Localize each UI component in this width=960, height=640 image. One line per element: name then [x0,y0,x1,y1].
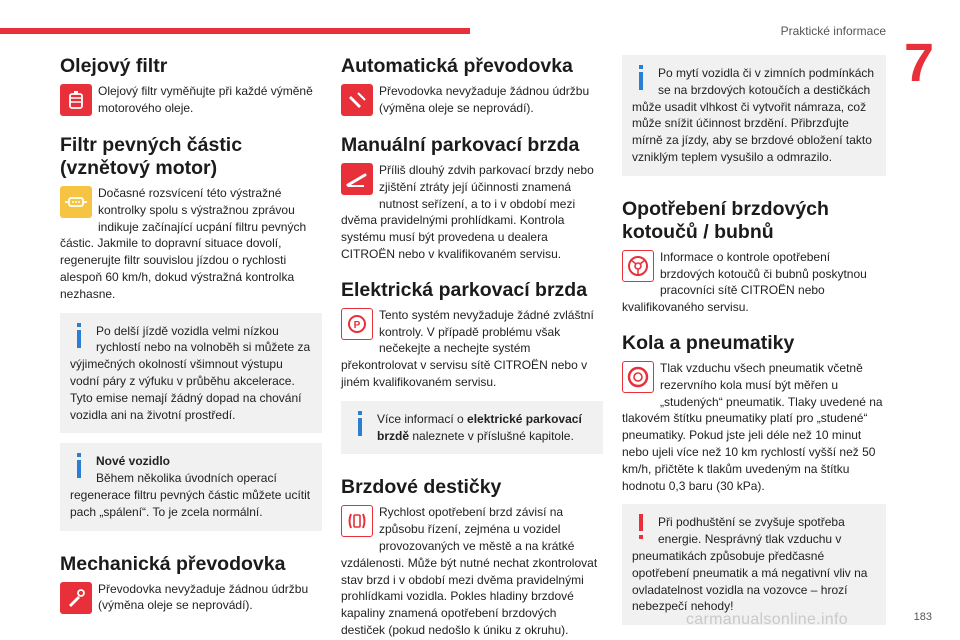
brake-pads-icon [341,505,373,537]
info-icon [70,453,90,479]
particle-filter-warning-icon [60,186,92,218]
section-brake-pads: Brzdové destičky Rychlost opotřebení brzd závisí na způsobu řízení, zejména u vozidel provozovaných ve městě a na krátké vzdálenosti. Může být nutné nechat zkontrolovat stav brzd i v období mezi dvěma pravidelnými prohlídkami vozidla. Pokles hladiny brzdové kapaliny znamená opotřebení brzdových destiček (pokud nedošlo k úniku z okruhu). [341,476,603,638]
section-manual-gearbox: Mechanická převodovka Převodovka nevyžaduje žádnou údržbu (výměna oleje se neprovádí). [60,553,322,616]
section-automatic-gearbox: Automatická převodovka Převodovka nevyžaduje žádnou údržbu (výměna oleje se neprovádí). [341,55,603,118]
section-electric-parking-brake: Elektrická parkovací brzda P Tento systém nevyžaduje žádné zvláštní kontroly. V případě problému však nečekejte a nechejte systém překontrolovat v servisu sítě CITROËN nebo v jiném kvalifikovaném servisu. [341,279,603,391]
chapter-number: 7 [903,33,934,93]
parking-brake-lever-icon [341,163,373,195]
section-oil-filter [60,55,322,118]
oil-filter-icon [60,84,92,116]
section-title: Manuální parkovací brzda [341,134,580,156]
section-title: Filtr pevných částic (vznětový motor) [60,134,243,179]
note-title: Nové vozidlo [96,454,171,469]
section-title: Elektrická parkovací brzda [341,278,588,301]
oil-filter-text: Olejový filtr vyměňujte při každé výměně motorového oleje. [98,84,313,115]
section-title: Brzdové destičky [341,476,502,499]
column-1 [60,55,322,616]
info-icon [70,323,90,349]
particle-filter-text: Dočasné rozsvícení této výstražné kontrolky spolu s výstražnou zprávou indikuje začínající ucpání filtru pevných částic. Jakmile to dopravní situace dovolí, regenerujte filtr souvislou jízdou o rychlosti alespoň 60 km/h, dokud výstražná kontrolka nezhasne. [60,186,307,301]
tyre-pressure-icon [622,361,654,393]
warning-icon [632,514,652,540]
svg-text:P: P [353,319,361,331]
page-number: 183 [913,611,932,623]
gearbox-icon [341,84,373,116]
info-note-new-vehicle: Nové vozidlo Během několika úvodních operací regenerace filtru pevných částic můžete ucítit pach „spálení“. To je zcela normální. [60,443,322,530]
section-wheels-tyres: Kola a pneumatiky Tlak vzduchu všech pneumatik včetně rezervního kola musí být měřen u „studených“ pneumatik. Tlaky uvedené na tlakovém štítku pneumatiky platí pro „studené“ pneumatiky. Pokud jste jeli déle než 10 minut nebo ujeli více než 10 km rychlostí vyšší než 50 km/h, přičtěte k tlakům uvedeným na štítku hodnotu 0,3 baru (30 kPa). [622,332,886,494]
info-note-winter: Po mytí vozidla či v zimních podmínkách se na brzdových kotoučích a destičkách může usadit vlhkost či vytvořit námraza, což může snížit účinnost brzdění. Přibrzďujte mírně za jízdy, aby se brzdové obložení takto vzniklým teplem vysušilo a odmrazilo. [622,55,886,176]
gearbox-icon [60,582,92,614]
electric-parking-brake-icon [341,308,373,340]
brake-disc-icon [622,250,654,282]
section-particle-filter [60,134,322,303]
section-brake-discs: Opotřebení brzdových kotoučů / bubnů Informace o kontrole opotřebení brzdových kotoučů či bubnů poskytnou pracovníci sítě CITROËN nebo kvalifikovaného servisu. [622,198,886,316]
watermark: carmanualsonline.info [686,611,848,628]
section-title: Olejový filtr [60,55,168,77]
column-2 [341,55,603,639]
running-header: Praktické informace [780,24,886,38]
info-icon [351,411,371,437]
warning-note: Při podhuštění se zvyšuje spotřeba energie. Nesprávný tlak vzduchu v pneumatikách způsobuje předčasné opotřebení pneumatik a má negativní vliv na ovladatelnost vozidla na vozovce – hrozí nebezpečí nehody! [622,504,886,625]
section-title: Automatická převodovka [341,55,573,77]
header-accent-bar [0,28,470,34]
info-note: Po delší jízdě vozidla velmi nízkou rychlostí nebo na volnoběh si můžete za výjimečných okolností všimnout výstupu vodní páry z výfuku v průběhu akcelerace. Tyto emise nemají žádný dopad na chování vozidla ani na životní prostředí. [60,313,322,434]
info-note: Více informací o elektrické parkovací brzdě naleznete v příslušné kapitole. [341,401,603,455]
info-icon [632,65,652,91]
section-title: Opotřebení brzdových kotoučů / bubnů [622,197,829,243]
section-title: Mechanická převodovka [60,552,286,575]
section-manual-parking-brake: Manuální parkovací brzda Příliš dlouhý zdvih parkovací brzdy nebo zjištění ztráty její účinnosti znamená nutnost seřízení, a to i v období mezi dvěma pravidelnými prohlídkami. Kontrola systému musí být provedena u dealera CITROËN nebo v kvalifikovaném servisu. [341,134,603,263]
column-3 [622,55,886,631]
section-title: Kola a pneumatiky [622,331,795,354]
